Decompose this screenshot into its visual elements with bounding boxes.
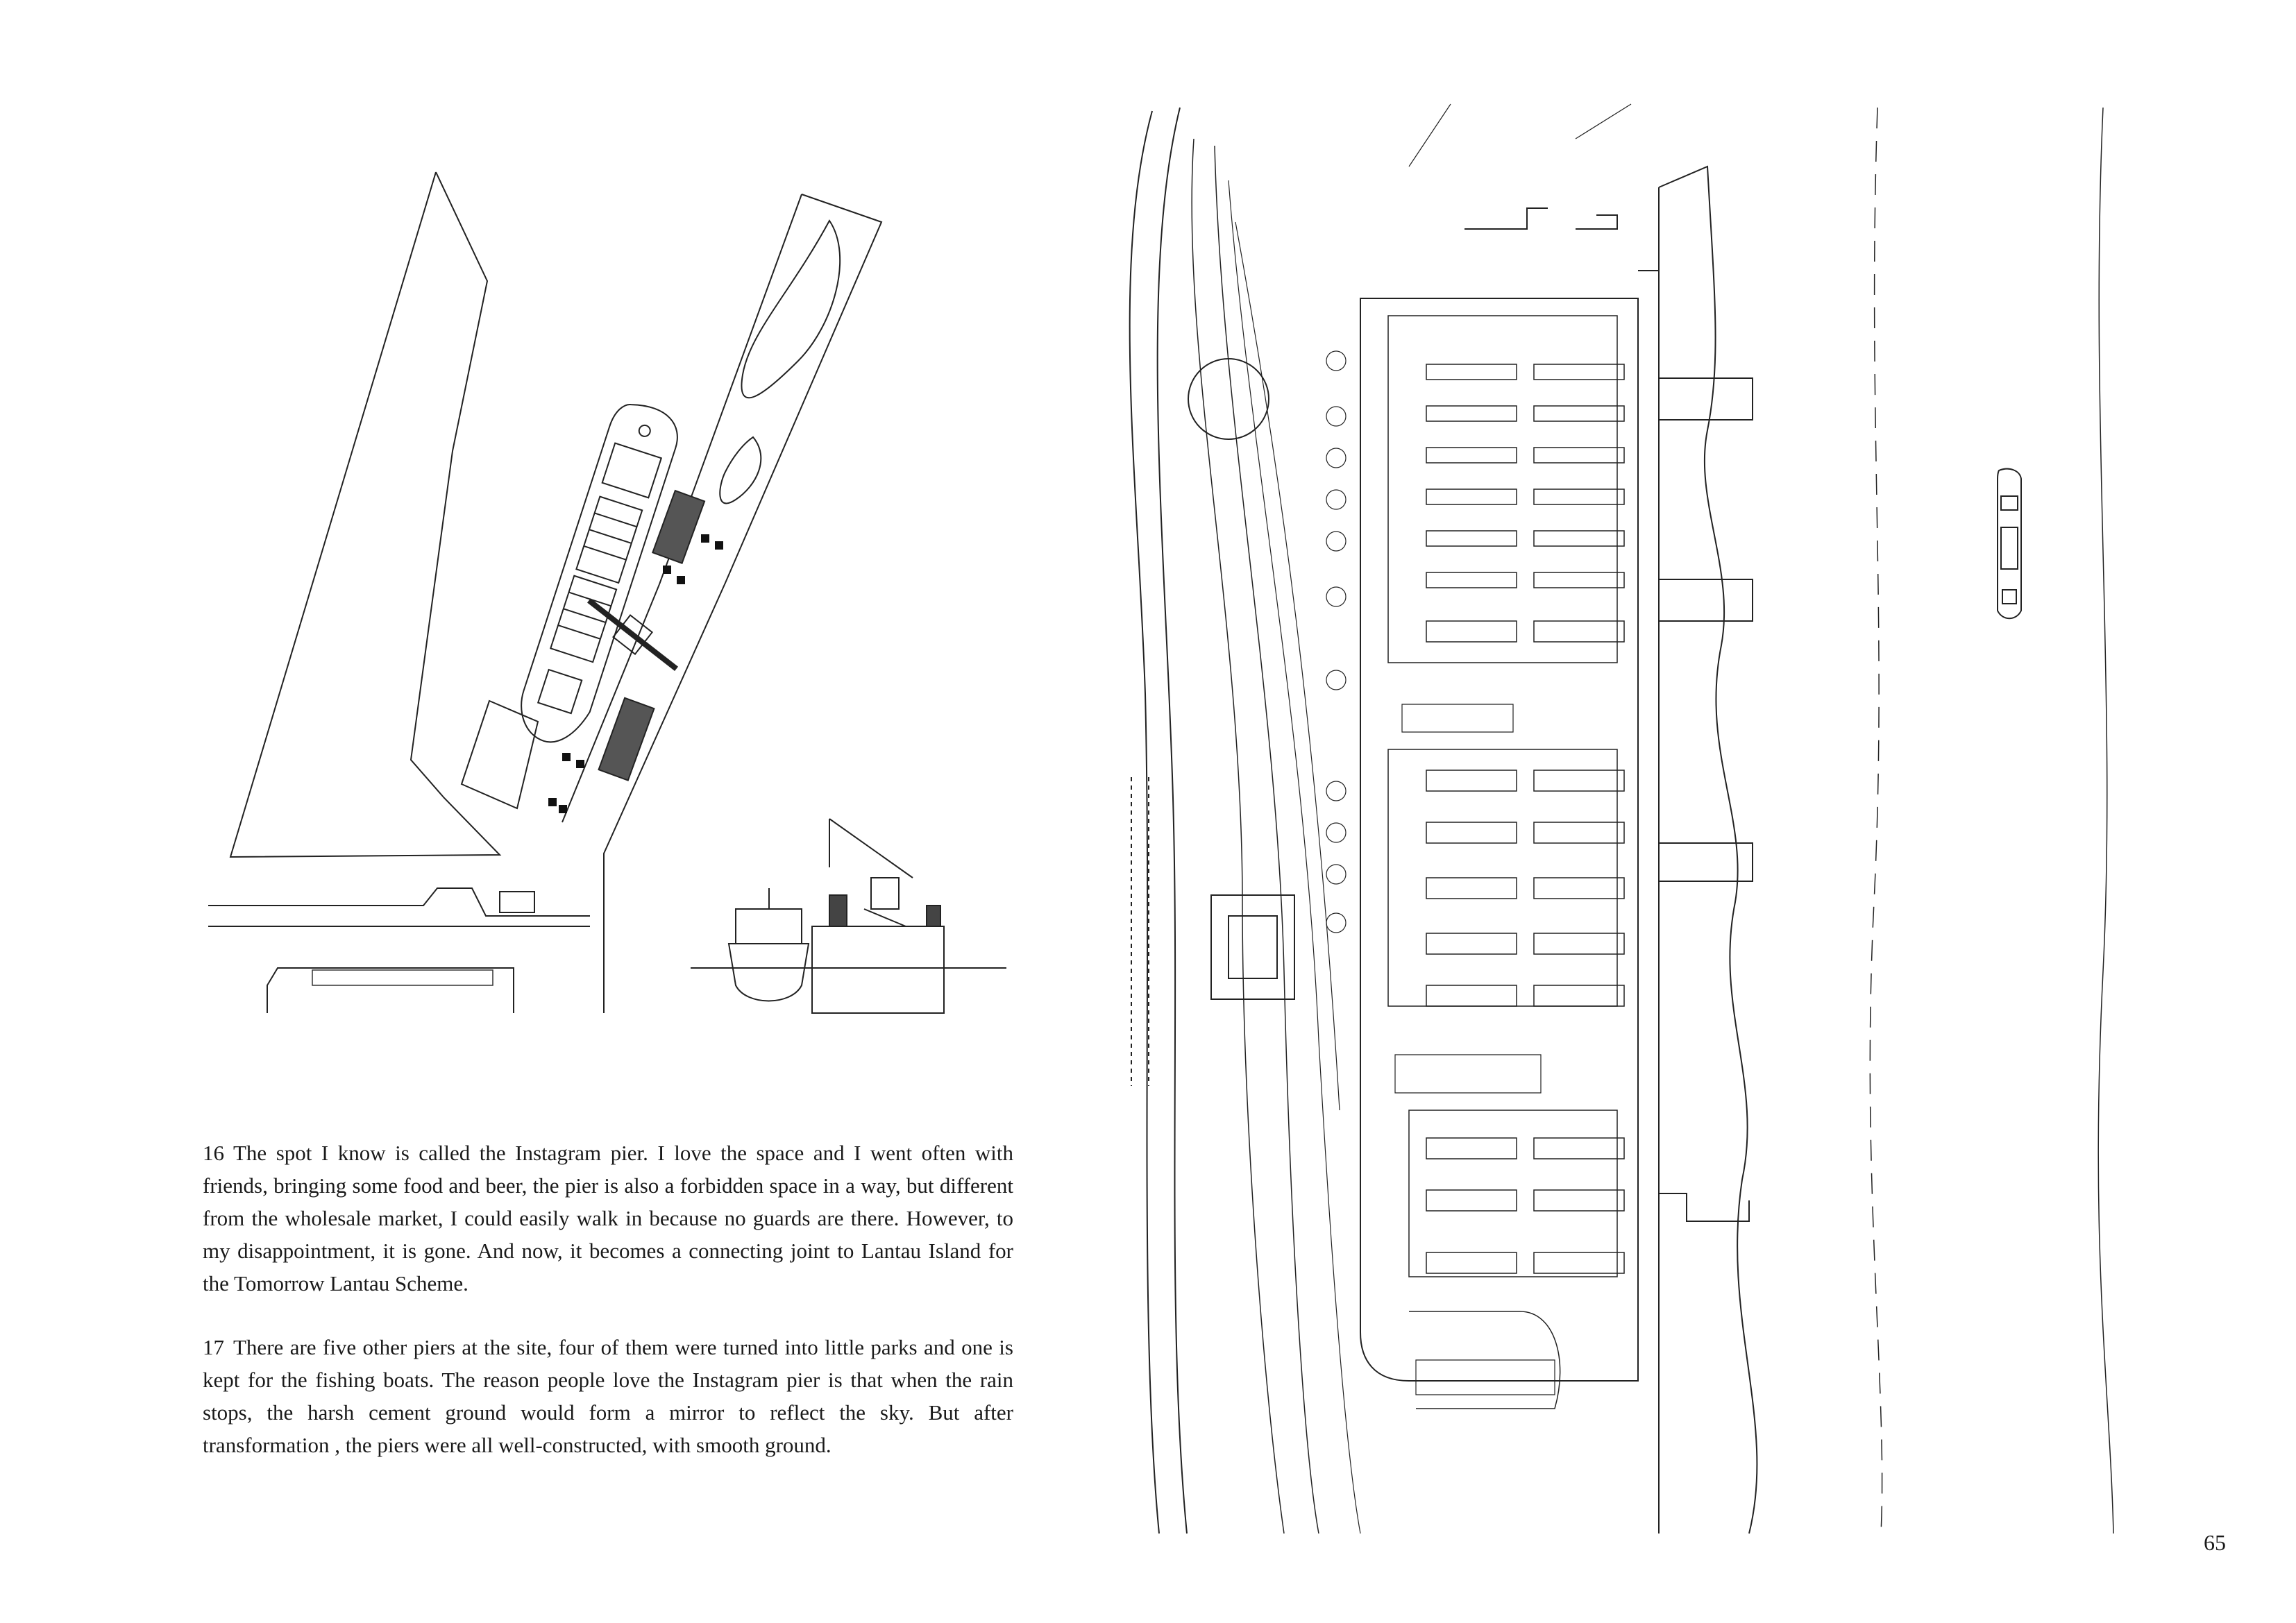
crane-plan (580, 590, 685, 680)
ship-in-channel (1998, 469, 2021, 619)
page-number: 65 (2204, 1530, 2226, 1555)
pier (1659, 378, 1753, 420)
parking-rows-middle (1426, 770, 1624, 1006)
tree-line (1326, 351, 1346, 933)
main-lot-outline (1360, 298, 1638, 1381)
waterfront-building (500, 892, 534, 912)
paragraph-text: The spot I know is called the Instagram pier. I love the space and I went often with friends, bringing some food and beer, the pier is also a forbidden space in a way, but different from the wholesale market, I could easily walk in because no guards are there. However, to my disappointment, it is gone. And now, it becomes a connecting joint to Lantau Island for the Tomorrow Lantau Scheme. (203, 1141, 1013, 1295)
landscape-island (741, 221, 840, 398)
channel-line (2098, 108, 2113, 1533)
office-block (462, 701, 538, 808)
section-elevation (691, 819, 1006, 1013)
paragraph-number: 17 (203, 1335, 224, 1359)
roundabout (1188, 359, 1269, 439)
warehouse-hatching (312, 970, 493, 985)
long-pier-outline (604, 194, 881, 1013)
rail-edge (1130, 111, 1159, 1533)
paragraph-text: There are five other piers at the site, four of them were turned into little parks and one is kept for the fishing boats. The reason people love the Instagram pier is that when the rain stops, the harsh cement ground would form a mirror to reflect the sky. But after transformation , the piers were all well-constructed, with smooth ground. (203, 1335, 1013, 1457)
ship-plan (511, 397, 685, 751)
channel-line (1870, 108, 1882, 1533)
parking-rows-top (1426, 364, 1624, 642)
site-masterplan (1130, 104, 2113, 1533)
quay-section (812, 926, 944, 1013)
pier (1659, 1193, 1749, 1221)
pier (1659, 579, 1753, 621)
crane-boom (829, 819, 913, 878)
coastline (1659, 167, 1757, 1533)
paragraph-16 (203, 1137, 1013, 1300)
parking-rows-bottom (1426, 1138, 1624, 1273)
ship-section (729, 944, 809, 1001)
landscape-island (720, 437, 761, 503)
paragraph-17 (203, 1331, 1013, 1461)
paragraph-number: 16 (203, 1141, 224, 1165)
pier (1659, 843, 1753, 881)
pier-outline (230, 172, 500, 857)
angled-parking (1395, 704, 1555, 1395)
